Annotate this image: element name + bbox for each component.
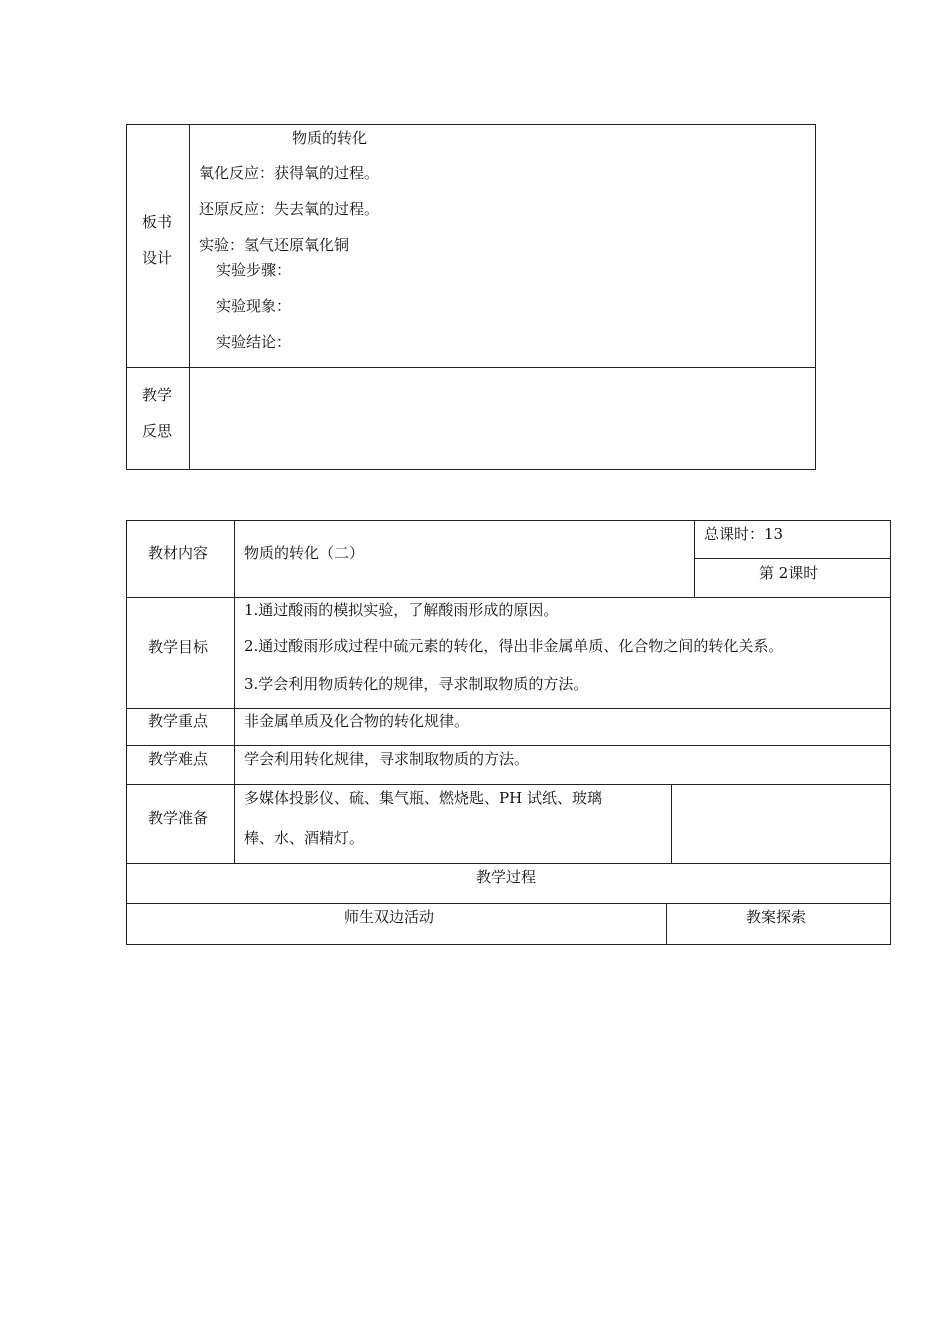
table1-top-border xyxy=(126,124,816,125)
goal-item: 1.通过酸雨的模拟实验，了解酸雨形成的原因。 xyxy=(244,601,559,619)
goal-item: 2.通过酸雨形成过程中硫元素的转化，得出非金属单质、化合物之间的转化关系。 xyxy=(244,637,784,655)
reflection-label-2: 反思 xyxy=(142,422,173,440)
lesson-number: 第 2课时 xyxy=(759,564,819,582)
key-points-label: 教学重点 xyxy=(148,712,209,730)
board-phenomenon: 实验现象： xyxy=(216,297,292,315)
table2-left-border xyxy=(126,520,127,945)
preparation-line-2: 棒、水、酒精灯。 xyxy=(244,829,365,847)
table2-row1-divider xyxy=(126,597,891,598)
material-value: 物质的转化（二） xyxy=(244,544,365,562)
hours-col-divider xyxy=(694,520,695,598)
preparation-col-divider xyxy=(671,784,672,864)
table1-bottom-border xyxy=(126,469,816,470)
table1-right-border xyxy=(815,124,816,470)
table1-left-border xyxy=(126,124,127,470)
hours-divider xyxy=(694,558,891,559)
difficulties-value: 学会利用转化规律，寻求制取物质的方法。 xyxy=(244,750,530,768)
goal-item: 3.学会利用物质转化的规律，寻求制取物质的方法。 xyxy=(244,675,589,693)
table2-row5-divider xyxy=(126,863,891,864)
board-design-label-1: 板书 xyxy=(142,213,173,231)
table1-row-divider xyxy=(126,367,816,368)
board-experiment: 实验：氢气还原氧化铜 xyxy=(199,236,350,254)
table2-row6-divider xyxy=(126,903,891,904)
preparation-label: 教学准备 xyxy=(148,809,209,827)
board-design-label-2: 设计 xyxy=(142,249,173,267)
board-reduction: 还原反应：失去氧的过程。 xyxy=(199,200,380,218)
table2-top-border xyxy=(126,520,891,521)
board-oxidation: 氧化反应：获得氧的过程。 xyxy=(199,164,380,182)
board-title: 物质的转化 xyxy=(292,129,368,147)
reflection-label-1: 教学 xyxy=(142,386,173,404)
board-steps: 实验步骤： xyxy=(216,261,292,279)
total-hours: 总课时：13 xyxy=(704,525,784,543)
preparation-line-1: 多媒体投影仪、硫、集气瓶、燃烧匙、PH 试纸、玻璃 xyxy=(244,789,602,807)
table2-row4-divider xyxy=(126,784,891,785)
material-label: 教材内容 xyxy=(148,544,209,562)
table1-col-divider xyxy=(189,124,190,470)
exploration-header: 教案探索 xyxy=(746,908,807,926)
key-points-value: 非金属单质及化合物的转化规律。 xyxy=(244,712,470,730)
table2-label-col-divider xyxy=(234,520,235,864)
difficulties-label: 教学难点 xyxy=(148,750,209,768)
goals-label: 教学目标 xyxy=(148,638,209,656)
activity-col-divider xyxy=(666,903,667,945)
table2-row3-divider xyxy=(126,745,891,746)
table2-right-border xyxy=(890,520,891,945)
process-label: 教学过程 xyxy=(476,868,537,886)
table2-bottom-border xyxy=(126,944,891,945)
activity-header: 师生双边活动 xyxy=(344,908,435,926)
table2-row2-divider xyxy=(126,708,891,709)
board-conclusion: 实验结论： xyxy=(216,333,292,351)
